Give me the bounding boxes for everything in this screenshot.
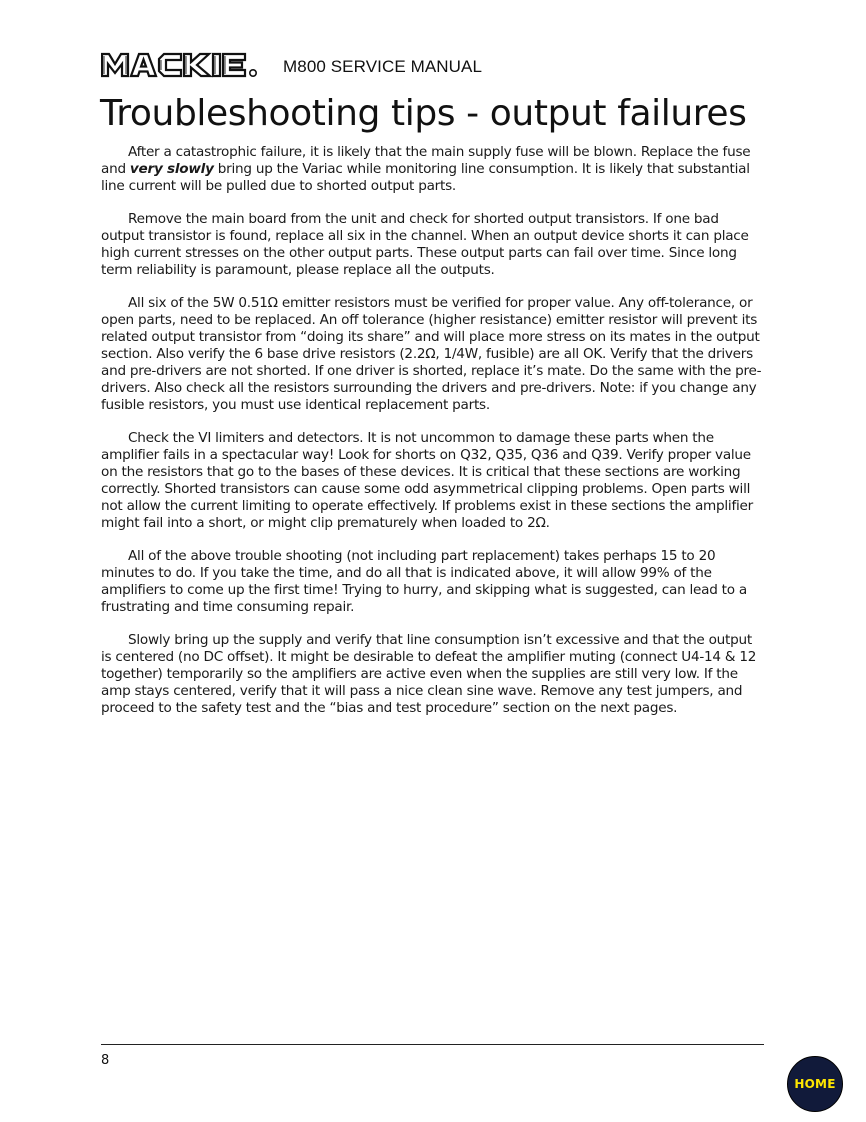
footer-divider [101, 1044, 764, 1045]
paragraph: Slowly bring up the supply and verify that line consumption isn’t excessive and that the output is centered (no DC offset). It might be desirable to defeat the amplifier muting (connect U4-14 & 12 together) temporarily so the amplifiers are active even when the supplies are still very low. If the amp stays centered, verify that it will pass a nice clean sine wave. Remove any test jumpers, and proceed to the safety test and the “bias and test procedure” section on the next pages. [101, 632, 757, 716]
paragraph: Remove the main board from the unit and check for shorted output transistors. If one bad output transistor is found, replace all six in the channel. When an output device shorts it can place high current stresses on the other output parts. These output parts can fail over time. Since long term reliability is paramount, please replace all the outputs. [101, 211, 749, 278]
page-header [101, 50, 482, 80]
paragraph: All of the above trouble shooting (not including part replacement) takes perhaps 15 to 20 minutes to do. If you take the time, and do all that is indicated above, it will allow 99% of the amplifiers to come up the first time! Trying to hurry, and skipping what is suggested, can lead to a frustrating and time consuming repair. [101, 548, 747, 615]
manual-title: M800 SERVICE MANUAL [283, 57, 483, 76]
home-button-label: HOME [794, 1077, 836, 1091]
mackie-logo [101, 52, 273, 78]
page-title: Troubleshooting tips - output failures [100, 93, 747, 134]
paragraph [101, 144, 763, 195]
paragraph: All six of the 5W 0.51Ω emitter resistors must be verified for proper value. Any off-tolerance, or open parts, need to be replaced. An off tolerance (higher resistance) emitter resistor will prevent its related output transistor from “doing its share” and will place more stress on its mates in the output section. Also verify the 6 base drive resistors (2.2Ω, 1/4W, fusible) are all OK. Verify that the drivers and pre-drivers are not shorted. If one driver is shorted, replace it’s mate. Do the same with the pre-drivers. Also check all the resistors surrounding the drivers and pre-drivers. Note: if you change any fusible resistors, you must use identical replacement parts. [101, 295, 762, 413]
page-number: 8 [101, 1053, 110, 1068]
emphasis-text: very slowly [129, 161, 214, 177]
paragraph: Check the VI limiters and detectors. It is not uncommon to damage these parts when the amplifier fails in a spectacular way! Look for shorts on Q32, Q35, Q36 and Q39. Verify proper value on the resistors that go to the bases of these devices. It is critical that these sections are working correctly. Shorted transistors can cause some odd asymmetrical clipping problems. Open parts will not allow the current limiting to operate effectively. If problems exist in these sections the amplifier might fail into a short, or might clip prematurely when loaded to 2Ω. [101, 430, 753, 531]
body-text [101, 144, 763, 733]
paragraph-text: bring up the Variac while monitoring line consumption. It is likely that substantial line current will be pulled due to shorted output parts. [101, 161, 750, 194]
paragraph-text: After a catastrophic failure, it is likely that the main supply fuse will be blown. Replace the fuse and [101, 144, 751, 177]
home-button[interactable] [787, 1056, 843, 1112]
